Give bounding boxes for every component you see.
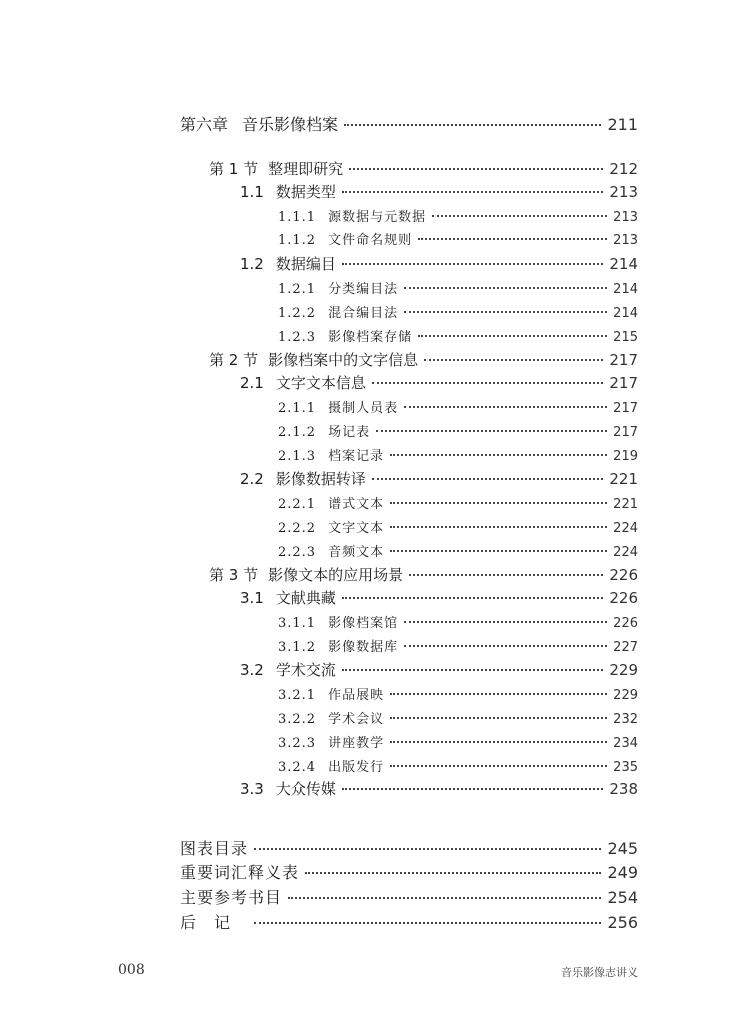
page-ref: 226 — [609, 589, 638, 607]
entry-title: 学术交流 — [275, 661, 336, 679]
entry-number: 3.2 — [240, 661, 264, 679]
toc-entry[interactable] — [278, 732, 638, 751]
entry-title: 大众传媒 — [275, 780, 336, 798]
dot-leader — [372, 478, 603, 480]
toc-entry[interactable] — [278, 445, 638, 464]
entry-number: 1.2 — [240, 255, 264, 273]
dot-leader — [404, 287, 607, 289]
entry-title: 影像数据库 — [328, 640, 399, 655]
dot-leader — [305, 872, 601, 874]
toc-entry[interactable] — [278, 278, 638, 297]
toc-entry[interactable] — [278, 517, 638, 536]
entry-number: 第 2 节 — [209, 351, 259, 369]
dot-leader — [418, 335, 607, 337]
dot-leader — [349, 168, 603, 170]
toc-entry[interactable] — [278, 684, 638, 703]
page-ref: 217 — [609, 351, 638, 369]
entry-title: 后记 — [180, 913, 249, 932]
entry-title: 出版发行 — [328, 760, 385, 775]
dot-leader — [372, 382, 603, 384]
dot-leader — [342, 191, 603, 193]
entry-title: 图表目录 — [180, 839, 249, 858]
entry-title: 影像档案中的文字信息 — [268, 351, 419, 369]
page-ref: 214 — [613, 306, 638, 321]
dot-leader — [432, 215, 607, 217]
dot-leader — [342, 788, 603, 790]
page-ref: 227 — [613, 640, 638, 655]
entry-title: 整理即研究 — [268, 160, 344, 178]
toc-entry[interactable] — [278, 229, 638, 248]
entry-title: 文字文本 — [328, 521, 385, 536]
toc-entry[interactable] — [240, 468, 638, 489]
chapter-title: 音乐影像档案 — [242, 115, 339, 134]
entry-number: 1.2.3 — [278, 330, 317, 345]
entry-number: 1.1 — [240, 183, 264, 201]
entry-number: 2.1.1 — [278, 401, 317, 416]
entry-number: 1.2.2 — [278, 306, 317, 321]
page-ref: 217 — [613, 425, 638, 440]
page-ref: 214 — [609, 255, 638, 273]
page-ref: 249 — [607, 863, 638, 882]
toc-entry[interactable] — [278, 326, 638, 345]
toc-entry[interactable] — [278, 421, 638, 440]
entry-title: 影像档案存储 — [328, 330, 413, 345]
entry-title: 源数据与元数据 — [328, 210, 427, 225]
toc-entry[interactable] — [240, 253, 638, 274]
dot-leader — [390, 454, 607, 456]
dot-leader — [390, 717, 607, 719]
entry-title: 数据类型 — [275, 183, 336, 201]
entry-title: 音频文本 — [328, 545, 385, 560]
dot-leader — [254, 922, 601, 924]
page-number: 008 — [118, 962, 145, 978]
dot-leader — [390, 502, 607, 504]
entry-number: 3.1.2 — [278, 640, 317, 655]
entry-title: 影像数据转译 — [275, 470, 366, 488]
entry-number: 3.2.4 — [278, 760, 317, 775]
dot-leader — [254, 848, 601, 850]
entry-title: 场记表 — [328, 425, 371, 440]
entry-title: 主要参考书目 — [180, 888, 283, 907]
page-ref: 254 — [607, 888, 638, 907]
entry-number: 第 3 节 — [209, 566, 259, 584]
toc-entry[interactable] — [209, 564, 638, 585]
dot-leader — [376, 430, 607, 432]
entry-number: 1.1.1 — [278, 210, 317, 225]
toc-entry[interactable] — [278, 708, 638, 727]
entry-title: 讲座教学 — [328, 736, 385, 751]
page-ref: 238 — [609, 780, 638, 798]
page-ref: 224 — [613, 521, 638, 536]
dot-leader — [418, 238, 607, 240]
entry-number: 2.1.2 — [278, 425, 317, 440]
page-ref: 229 — [613, 688, 638, 703]
page-ref: 229 — [609, 661, 638, 679]
entry-number: 2.2.3 — [278, 545, 317, 560]
page-ref: 226 — [609, 566, 638, 584]
dot-leader — [424, 359, 603, 361]
toc-entry[interactable] — [278, 206, 638, 225]
entry-number: 2.2.2 — [278, 521, 317, 536]
toc-entry[interactable] — [240, 778, 638, 799]
dot-leader — [390, 741, 607, 743]
chapter-number: 第六章 — [180, 115, 229, 134]
page-ref: 224 — [613, 545, 638, 560]
toc-entry[interactable] — [209, 158, 638, 179]
page-ref: 221 — [609, 470, 638, 488]
entry-title: 文献典藏 — [275, 589, 336, 607]
toc-entry[interactable] — [240, 181, 638, 202]
entry-title: 数据编目 — [275, 255, 336, 273]
toc-back-matter-entry[interactable] — [180, 910, 638, 933]
entry-number: 1.1.2 — [278, 233, 317, 248]
page-ref: 232 — [613, 712, 638, 727]
entry-number: 1.2.1 — [278, 282, 317, 297]
toc-entry[interactable] — [278, 302, 638, 321]
dot-leader — [404, 406, 607, 408]
entry-title: 影像文本的应用场景 — [268, 566, 404, 584]
page-ref: 235 — [613, 760, 638, 775]
toc-entry[interactable] — [278, 636, 638, 655]
dot-leader — [404, 621, 607, 623]
entry-title: 档案记录 — [328, 449, 385, 464]
toc-entry[interactable] — [240, 659, 638, 680]
entry-title: 混合编目法 — [328, 306, 399, 321]
entry-number: 2.1 — [240, 374, 264, 392]
entry-number: 3.1 — [240, 589, 264, 607]
entry-title: 文字文本信息 — [275, 374, 366, 392]
entry-number: 3.2.3 — [278, 736, 317, 751]
toc-back-matter-entry[interactable] — [180, 860, 638, 883]
toc-entry[interactable] — [278, 756, 638, 775]
page-ref: 221 — [613, 497, 638, 512]
page-ref: 219 — [613, 449, 638, 464]
entry-title: 摄制人员表 — [328, 401, 399, 416]
page-ref: 213 — [613, 233, 638, 248]
entry-number: 2.2.1 — [278, 497, 317, 512]
entry-number: 2.2 — [240, 470, 264, 488]
dot-leader — [404, 645, 607, 647]
entry-number: 3.3 — [240, 780, 264, 798]
toc-back-matter-entry[interactable] — [180, 885, 638, 908]
toc-entry[interactable] — [278, 612, 638, 631]
toc-entry[interactable] — [209, 349, 638, 370]
dot-leader — [344, 124, 601, 126]
page-ref: 213 — [609, 183, 638, 201]
page-ref: 245 — [607, 839, 638, 858]
entry-number: 2.1.3 — [278, 449, 317, 464]
entry-title: 重要词汇释义表 — [180, 863, 300, 882]
entry-title: 影像档案馆 — [328, 616, 399, 631]
entry-number: 3.2.2 — [278, 712, 317, 727]
page-ref: 213 — [613, 210, 638, 225]
dot-leader — [342, 597, 603, 599]
entry-title: 文件命名规则 — [328, 233, 413, 248]
dot-leader — [390, 526, 607, 528]
page-ref: 217 — [613, 401, 638, 416]
toc-entry[interactable] — [278, 397, 638, 416]
dot-leader — [390, 765, 607, 767]
toc-entry[interactable] — [278, 493, 638, 512]
entry-title: 分类编目法 — [328, 282, 399, 297]
dot-leader — [342, 263, 603, 265]
toc-entry[interactable] — [240, 372, 638, 393]
dot-leader — [288, 897, 601, 899]
page-ref: 234 — [613, 736, 638, 751]
page-ref: 256 — [607, 913, 638, 932]
dot-leader — [390, 693, 607, 695]
page-ref: 215 — [613, 330, 638, 345]
toc-back-matter-entry[interactable] — [180, 836, 638, 859]
toc-entry[interactable] — [240, 587, 638, 608]
dot-leader — [409, 574, 603, 576]
entry-title: 谱式文本 — [328, 497, 385, 512]
dot-leader — [404, 311, 607, 313]
page-ref: 211 — [607, 115, 638, 134]
entry-title: 学术会议 — [328, 712, 385, 727]
page-ref: 214 — [613, 282, 638, 297]
page-ref: 226 — [613, 616, 638, 631]
dot-leader — [342, 669, 603, 671]
dot-leader — [390, 550, 607, 552]
toc-entry[interactable] — [278, 541, 638, 560]
entry-number: 3.2.1 — [278, 688, 317, 703]
entry-number: 3.1.1 — [278, 616, 317, 631]
toc-chapter-entry[interactable] — [180, 112, 638, 135]
running-title: 音乐影像志讲义 — [561, 966, 638, 979]
entry-number: 第 1 节 — [209, 160, 259, 178]
page-ref: 217 — [609, 374, 638, 392]
entry-title: 作品展映 — [328, 688, 385, 703]
page-ref: 212 — [609, 160, 638, 178]
